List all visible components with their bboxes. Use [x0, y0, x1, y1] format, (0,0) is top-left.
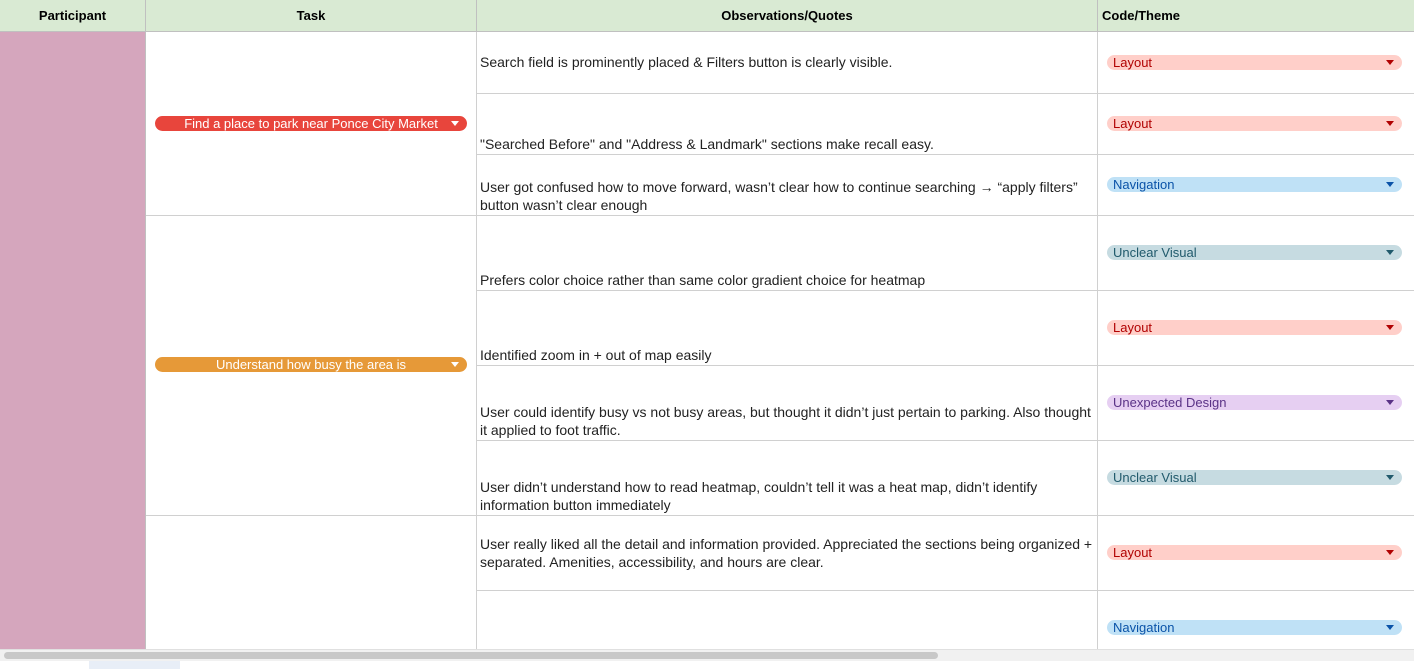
header-observations[interactable]: Observations/Quotes: [477, 0, 1098, 32]
task-cell[interactable]: [146, 216, 477, 516]
chevron-down-icon: [451, 121, 459, 126]
code-cell[interactable]: [1098, 216, 1414, 291]
code-chip-label: Layout: [1113, 116, 1153, 131]
code-dropdown-chip[interactable]: [1107, 470, 1402, 485]
code-cell[interactable]: [1098, 291, 1414, 366]
task-cell[interactable]: [146, 516, 477, 656]
code-cell[interactable]: [1098, 366, 1414, 441]
code-dropdown-chip[interactable]: [1107, 545, 1402, 560]
code-chip-label: Navigation: [1113, 177, 1175, 192]
chevron-down-icon: [1386, 400, 1394, 405]
code-chip-label: Layout: [1113, 55, 1153, 70]
chevron-down-icon: [1386, 625, 1394, 630]
observation-cell[interactable]: [477, 441, 1098, 516]
code-chip-label: Layout: [1113, 320, 1153, 335]
observation-text: User didn’t understand how to read heatmap, couldn’t tell it was a heat map, didn’t identify information button immediately: [480, 479, 1038, 513]
task-chip-label: Understand how busy the area is: [215, 357, 407, 372]
header-participant[interactable]: Participant: [0, 0, 146, 32]
code-dropdown-chip[interactable]: [1107, 245, 1402, 260]
sheet-tab[interactable]: [89, 661, 180, 669]
chevron-down-icon: [451, 362, 459, 367]
observation-cell[interactable]: [477, 591, 1098, 656]
code-cell[interactable]: [1098, 591, 1414, 656]
code-cell[interactable]: [1098, 441, 1414, 516]
task-chip-label: Find a place to park near Ponce City Market: [184, 116, 438, 131]
observation-text: User really liked all the detail and information provided. Appreciated the sections being organized + separated. Amenities, accessibility, and hours are clear.: [480, 535, 1093, 570]
chevron-down-icon: [1386, 121, 1394, 126]
sheet-tab-bar: [0, 661, 1414, 669]
observation-text: "Searched Before" and "Address & Landmark" sections make recall easy.: [480, 136, 934, 152]
code-chip-label: Unclear Visual: [1113, 245, 1197, 260]
observation-cell[interactable]: [477, 516, 1098, 591]
task-dropdown-chip[interactable]: [155, 357, 467, 372]
observation-cell[interactable]: [477, 32, 1098, 94]
observation-cell[interactable]: [477, 94, 1098, 155]
code-cell[interactable]: [1098, 32, 1414, 94]
observation-text: Identified zoom in + out of map easily: [480, 347, 712, 363]
code-dropdown-chip[interactable]: [1107, 320, 1402, 335]
header-task[interactable]: Task: [146, 0, 477, 32]
code-dropdown-chip[interactable]: [1107, 395, 1402, 410]
observation-text: User could identify busy vs not busy areas, but thought it didn’t just pertain to parking. Also thought it applied to foot traffic.: [480, 404, 1091, 438]
code-cell[interactable]: [1098, 94, 1414, 155]
observation-text: Prefers color choice rather than same color gradient choice for heatmap: [480, 272, 926, 288]
code-chip-label: Unexpected Design: [1113, 395, 1227, 410]
chevron-down-icon: [1386, 325, 1394, 330]
chevron-down-icon: [1386, 182, 1394, 187]
header-code-theme[interactable]: Code/Theme: [1098, 0, 1414, 32]
code-dropdown-chip[interactable]: [1107, 177, 1402, 192]
code-dropdown-chip[interactable]: [1107, 116, 1402, 131]
chevron-down-icon: [1386, 475, 1394, 480]
chevron-down-icon: [1386, 550, 1394, 555]
observation-cell[interactable]: [477, 155, 1098, 216]
code-chip-label: Navigation: [1113, 620, 1175, 635]
participant-cell[interactable]: [0, 32, 146, 649]
observation-text: User got confused how to move forward, wasn’t clear how to continue searching → “apply filters” button wasn’t clear enough: [480, 179, 1078, 213]
observation-cell[interactable]: [477, 216, 1098, 291]
chevron-down-icon: [1386, 60, 1394, 65]
code-dropdown-chip[interactable]: [1107, 55, 1402, 70]
observation-cell[interactable]: [477, 366, 1098, 441]
code-cell[interactable]: [1098, 155, 1414, 216]
task-cell[interactable]: [146, 32, 477, 216]
chevron-down-icon: [1386, 250, 1394, 255]
code-chip-label: Layout: [1113, 545, 1153, 560]
horizontal-scrollbar-thumb[interactable]: [4, 652, 938, 659]
code-dropdown-chip[interactable]: [1107, 620, 1402, 635]
observation-cell[interactable]: [477, 291, 1098, 366]
task-dropdown-chip[interactable]: [155, 116, 467, 131]
code-chip-label: Unclear Visual: [1113, 470, 1197, 485]
observation-text: Search field is prominently placed & Filters button is clearly visible.: [480, 54, 893, 70]
code-cell[interactable]: [1098, 516, 1414, 591]
